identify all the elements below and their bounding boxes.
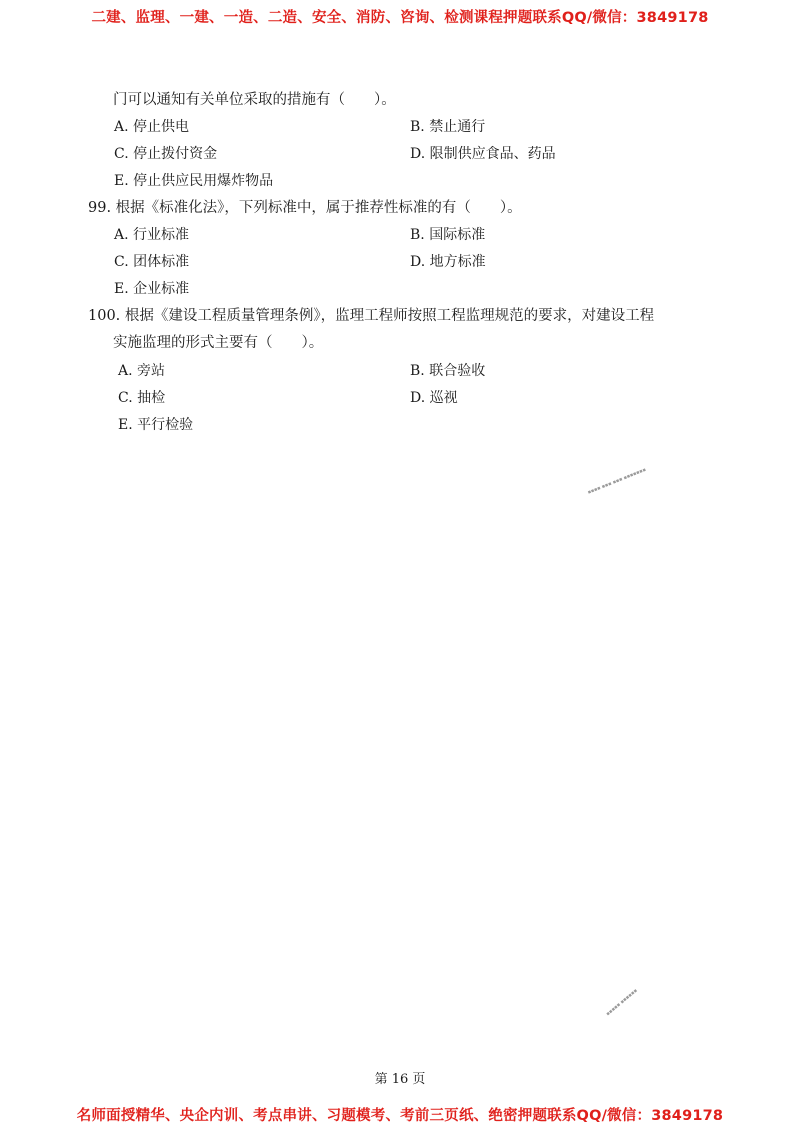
q99-option-e: E. 企业标准 [114,281,190,297]
q100-option-b: B. 联合验收 [410,363,486,379]
q100-option-d: D. 巡视 [410,390,458,406]
q98-stem-continued: 门可以通知有关单位采取的措施有（ ）。 [113,92,396,108]
q99-option-d: D. 地方标准 [410,254,486,270]
q98-option-a: A. 停止供电 [114,119,190,135]
q98-option-e: E. 停止供应民用爆炸物品 [114,173,274,189]
q99-option-b: B. 国际标准 [410,227,486,243]
watermark-stamp: ▪▪▪▪▪ ▪▪▪▪▪▪ [605,987,639,1018]
q100-option-a: A. 旁站 [118,363,166,379]
q100-stem-line2: 实施监理的形式主要有（ ）。 [113,335,324,351]
q100-option-e: E. 平行检验 [118,417,194,433]
q99-stem: 99. 根据《标准化法》，下列标准中，属于推荐性标准的有（ ）。 [88,200,522,216]
q98-option-b: B. 禁止通行 [410,119,486,135]
q99-option-c: C. 团体标准 [114,254,190,270]
q98-option-d: D. 限制供应食品、药品 [410,146,556,162]
q100-option-c: C. 抽检 [118,390,166,406]
q99-option-a: A. 行业标准 [114,227,190,243]
top-promo-banner: 二建、监理、一建、一造、二造、安全、消防、咨询、检测课程押题联系QQ/微信：3849178 [91,10,709,26]
q98-option-c: C. 停止拨付资金 [114,146,218,162]
q100-stem-line1: 100. 根据《建设工程质量管理条例》，监理工程师按照工程监理规范的要求，对建设工程 [88,308,655,324]
page-number: 第 16 页 [374,1072,426,1087]
bottom-promo-banner: 名师面授精华、央企内训、考点串讲、习题模考、考前三页纸、绝密押题联系QQ/微信：3849178 [76,1108,724,1124]
watermark-stamp: ▪▪▪▪ ▪▪▪ ▪▪▪ ▪▪▪▪▪▪▪ [586,466,647,496]
